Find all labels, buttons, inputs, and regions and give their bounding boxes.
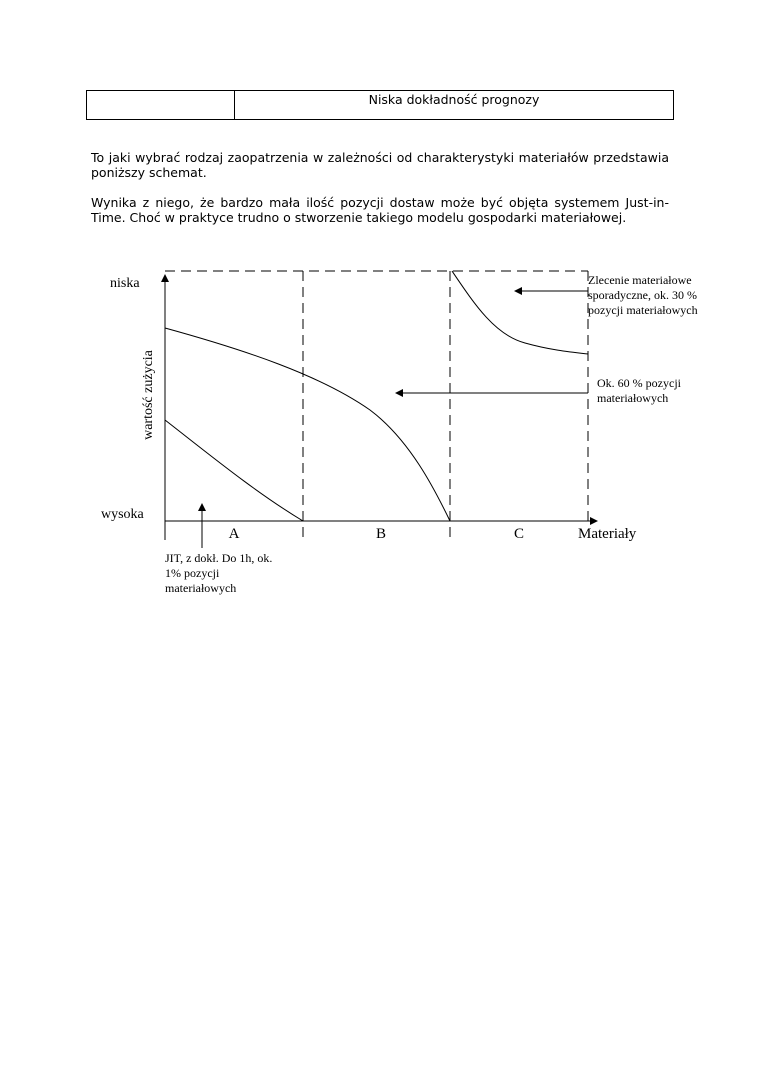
annotation-c-line-3: pozycji materiałowych bbox=[588, 303, 698, 317]
table-cell-forecast: Niska dokładność prognozy bbox=[368, 92, 540, 107]
annotation-a-line-3: materiałowych bbox=[165, 581, 237, 595]
annotation-c-line-2: sporadyczne, ok. 30 % bbox=[588, 288, 697, 302]
region-a-label: A bbox=[228, 526, 240, 542]
curve-c bbox=[452, 271, 588, 354]
annotation-b-line-2: materiałowych bbox=[597, 391, 669, 405]
y-bottom-label: wysoka bbox=[101, 507, 144, 522]
y-top-label: niska bbox=[110, 276, 140, 291]
region-b-label: B bbox=[375, 526, 387, 542]
paragraph-conclusion: Wynika z niego, że bardzo mała ilość pozycji dostaw może być objęta systemem Just-in-Time. Choć w praktyce trudno o stworzenie takiego modelu gospodarki materiałowej. bbox=[91, 195, 669, 225]
curve-a bbox=[165, 420, 303, 521]
y-axis-title: wartość zużycia bbox=[141, 350, 156, 440]
annotation-c-line-1: Zlecenie materiałowe bbox=[588, 273, 692, 287]
curve-ab bbox=[165, 328, 450, 521]
paragraph-intro: To jaki wybrać rodzaj zaopatrzenia w zależności od charakterystyki materiałów przedstawia poniższy schemat. bbox=[91, 150, 669, 180]
region-c-label: C bbox=[513, 526, 525, 542]
x-axis-title: Materiały bbox=[578, 526, 637, 542]
annotation-a-line-1: JIT, z dokł. Do 1h, ok. bbox=[165, 551, 273, 565]
annotation-a-line-2: 1% pozycji bbox=[165, 566, 220, 580]
annotation-b-line-1: Ok. 60 % pozycji bbox=[597, 376, 681, 390]
